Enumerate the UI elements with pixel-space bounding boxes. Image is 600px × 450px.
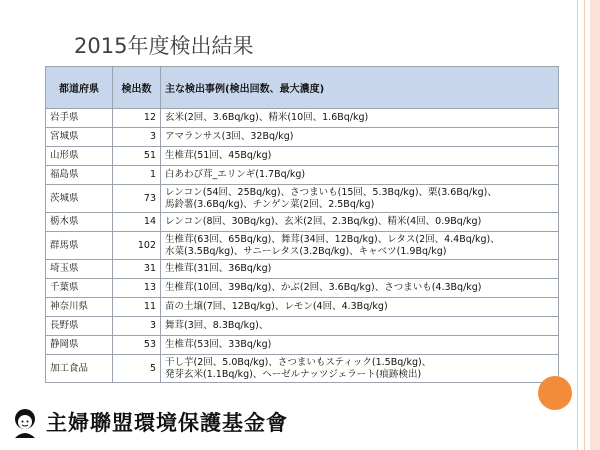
count-cell: 12 [113, 109, 161, 128]
table-row [46, 232, 559, 260]
detail-cell: 生椎茸(51回、45Bq/kg) [161, 147, 559, 166]
table-row [46, 317, 559, 336]
count-cell: 14 [113, 213, 161, 232]
count-cell: 102 [113, 232, 161, 260]
table-row [46, 355, 559, 383]
count-cell: 5 [113, 355, 161, 383]
detail-cell: レンコン(8回、30Bq/kg)、玄米(2回、2.3Bq/kg)、精米(4回、0.9Bq/kg) [161, 213, 559, 232]
decorative-orange-circle [538, 376, 572, 410]
count-cell: 53 [113, 336, 161, 355]
count-cell: 73 [113, 185, 161, 213]
column-header-detail: 主な検出事例(検出回数、最大濃度) [161, 67, 559, 109]
detail-cell: 生椎茸(53回、33Bq/kg) [161, 336, 559, 355]
table-row [46, 166, 559, 185]
detail-cell: 干し芋(2回、5.0Bq/kg)、さつまいもスティック(1.5Bq/kg)、 発芽玄米(1.1Bq/kg)、ヘーゼルナッツジェラート(痕跡検出) [161, 355, 559, 383]
count-cell: 51 [113, 147, 161, 166]
table-row [46, 213, 559, 232]
prefecture-cell: 栃木県 [46, 213, 113, 232]
prefecture-cell: 神奈川県 [46, 298, 113, 317]
organization-name: 主婦聯盟環境保護基金會 [46, 410, 288, 435]
prefecture-cell: 埼玉県 [46, 260, 113, 279]
table-row [46, 147, 559, 166]
prefecture-cell: 千葉県 [46, 279, 113, 298]
table-header-row [46, 67, 559, 109]
prefecture-cell: 群馬県 [46, 232, 113, 260]
column-header-count: 検出数 [113, 67, 161, 109]
count-cell: 1 [113, 166, 161, 185]
count-cell: 31 [113, 260, 161, 279]
detail-cell: 舞茸(3回、8.3Bq/kg)、 [161, 317, 559, 336]
table-row [46, 279, 559, 298]
detail-cell: アマランサス(3回、32Bq/kg) [161, 128, 559, 147]
detail-cell: 生椎茸(31回、36Bq/kg) [161, 260, 559, 279]
decorative-line [584, 0, 585, 450]
table-row [46, 185, 559, 213]
decorative-band [590, 0, 600, 450]
detail-cell: レンコン(54回、25Bq/kg)、さつまいも(15回、5.3Bq/kg)、栗(3.6Bq/kg)、 馬鈴薯(3.6Bq/kg)、チンゲン菜(2回、2.5Bq/kg) [161, 185, 559, 213]
count-cell: 3 [113, 317, 161, 336]
column-header-prefecture: 都道府県 [46, 67, 113, 109]
count-cell: 11 [113, 298, 161, 317]
prefecture-cell: 宮城県 [46, 128, 113, 147]
table-row [46, 109, 559, 128]
decorative-line [577, 0, 578, 450]
footer-logo-bar [10, 404, 288, 440]
results-table [45, 66, 559, 383]
prefecture-cell: 福島県 [46, 166, 113, 185]
prefecture-cell: 静岡県 [46, 336, 113, 355]
detail-cell: 白あわび茸_エリンギ(1.7Bq/kg) [161, 166, 559, 185]
prefecture-cell: 加工食品 [46, 355, 113, 383]
prefecture-cell: 長野県 [46, 317, 113, 336]
table-row [46, 298, 559, 317]
prefecture-cell: 茨城県 [46, 185, 113, 213]
detail-cell: 玄米(2回、3.6Bq/kg)、精米(10回、1.6Bq/kg) [161, 109, 559, 128]
prefecture-cell: 岩手県 [46, 109, 113, 128]
detail-cell: 生椎茸(63回、65Bq/kg)、舞茸(34回、12Bq/kg)、レタス(2回、4.4Bq/kg)、 水菜(3.5Bq/kg)、サニーレタス(3.2Bq/kg)、キャベツ(1.9Bq/kg) [161, 232, 559, 260]
detail-cell: 生椎茸(10回、39Bq/kg)、かぶ(2回、3.6Bq/kg)、さつまいも(4.3Bq/kg) [161, 279, 559, 298]
table-row [46, 336, 559, 355]
table-row [46, 260, 559, 279]
count-cell: 13 [113, 279, 161, 298]
page-title: 2015年度検出結果 [74, 34, 254, 58]
housewife-logo-icon [10, 407, 40, 437]
detail-cell: 苗の土壌(7回、12Bq/kg)、レモン(4回、4.3Bq/kg) [161, 298, 559, 317]
prefecture-cell: 山形県 [46, 147, 113, 166]
table-row [46, 128, 559, 147]
count-cell: 3 [113, 128, 161, 147]
